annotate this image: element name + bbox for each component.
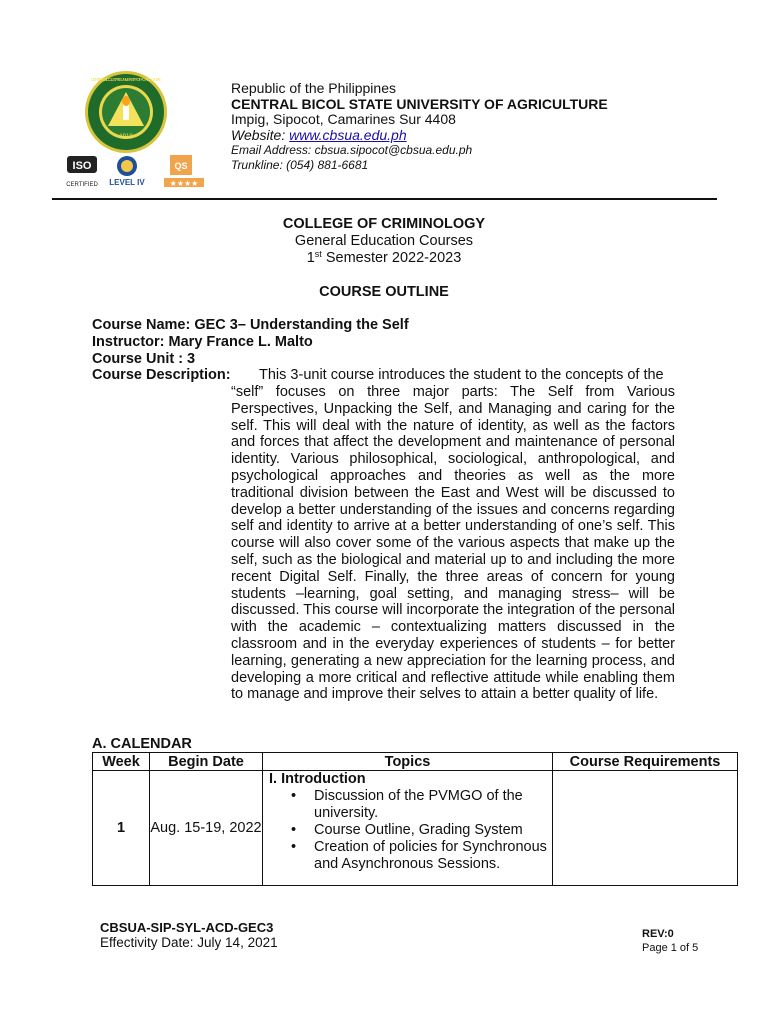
topics-cell	[263, 771, 553, 886]
calendar-heading: A. CALENDAR	[92, 736, 192, 752]
svg-text:LEVEL IV: LEVEL IV	[109, 178, 145, 187]
course-outline-heading: COURSE OUTLINE	[319, 284, 449, 300]
instructor: Instructor: Mary France L. Malto	[92, 333, 313, 350]
course-description-body: “self” focuses on three major parts: The Self from Various Perspectives, Unpacking the Self, and Managing and caring for the self. This will deal with the nature of identity, as well as the factors and forces that affect the development and maintenance of personal identity. Various philosophical, sociological, anthropological, and psychological approaches and theories as well as the more traditional division between the East and West will be discussed to develop a better understanding of the issues and concerns regarding self and identity to arrive at a better understanding of one’s self. This course will also cover some of the various aspects that make up the self, such as the biological and material up to and including the more recent Digital Self. Finally, the three areas of concern for young students –learning, goal setting, and managing stress– will be discussed. This course will incorporate the integration of the personal with the academic – contextualizing matters discussed in the classroom and in the everyday experiences of students – for better learning, generating a new appreciation for the learning process, and developing a more critical and reflective attitude while enabling them to manage and improve their selves to attain a better quality of life.	[231, 384, 675, 703]
table-header-row	[93, 753, 738, 771]
seal-text: CENTRAL BICOL STATE UNIVERSITY OF AGRICULTURE	[91, 77, 161, 82]
header-divider	[52, 198, 717, 200]
website-line	[231, 128, 608, 144]
qs-stars-badge	[164, 155, 204, 188]
iso-badge	[66, 156, 98, 188]
page-number: Page 1 of 5	[642, 942, 699, 954]
list-item: • Course Outline, Grading System	[269, 822, 548, 839]
requirements-cell	[553, 771, 738, 886]
document-code: CBSUA-SIP-SYL-ACD-GEC3	[100, 920, 274, 935]
calendar-table	[92, 752, 738, 886]
week-cell: 1	[93, 771, 150, 886]
svg-text:QS: QS	[174, 161, 188, 171]
program-title: General Education Courses	[294, 233, 474, 249]
course-unit: Course Unit : 3	[92, 350, 196, 367]
course-name: Course Name: GEC 3– Understanding the Self	[92, 317, 409, 333]
col-begin-date: Begin Date	[150, 753, 263, 771]
revision-number: REV:0	[642, 928, 674, 940]
letterhead	[231, 81, 608, 172]
website-label: Website:	[231, 126, 290, 143]
trunkline: Trunkline: (054) 881-6681	[231, 157, 369, 172]
col-topics: Topics	[263, 753, 553, 771]
col-week: Week	[93, 753, 150, 771]
list-item: • Discussion of the PVMGO of the university.	[269, 788, 548, 822]
effectivity-date: Effectivity Date: July 14, 2021	[100, 935, 278, 950]
svg-text:★★★★: ★★★★	[169, 179, 199, 188]
republic-text: Republic of the Philippines	[231, 80, 396, 96]
email-line: Email Address: cbsua.sipocot@cbsua.edu.ph	[231, 143, 473, 157]
svg-text:CERTIFIED: CERTIFIED	[66, 182, 98, 188]
course-description-first-line: This 3-unit course introduces the student to the concepts of the	[259, 367, 664, 383]
university-seal-logo	[84, 70, 168, 154]
level-iv-badge	[109, 156, 145, 187]
semester-title: 1st Semester 2022-2023	[306, 249, 462, 266]
table-row	[93, 771, 738, 886]
college-title: COLLEGE OF CRIMINOLOGY	[282, 216, 486, 232]
university-name: CENTRAL BICOL STATE UNIVERSITY OF AGRICULTURE	[231, 95, 608, 112]
date-cell: Aug. 15-19, 2022	[150, 771, 263, 886]
svg-text:ISO: ISO	[72, 160, 92, 172]
website-link[interactable]: www.cbsua.edu.ph	[289, 126, 407, 143]
course-info	[92, 317, 409, 367]
topic-heading: I. Introduction	[269, 771, 366, 787]
certification-badges	[66, 154, 206, 190]
university-address: Impig, Sipocot, Camarines Sur 4408	[231, 111, 456, 127]
seal-year: 1918	[119, 134, 133, 140]
course-description-label: Course Description:	[92, 367, 231, 383]
col-requirements: Course Requirements	[553, 753, 738, 771]
list-item: • Creation of policies for Synchronous and Asynchronous Sessions.	[269, 839, 548, 873]
topic-list	[269, 788, 548, 873]
